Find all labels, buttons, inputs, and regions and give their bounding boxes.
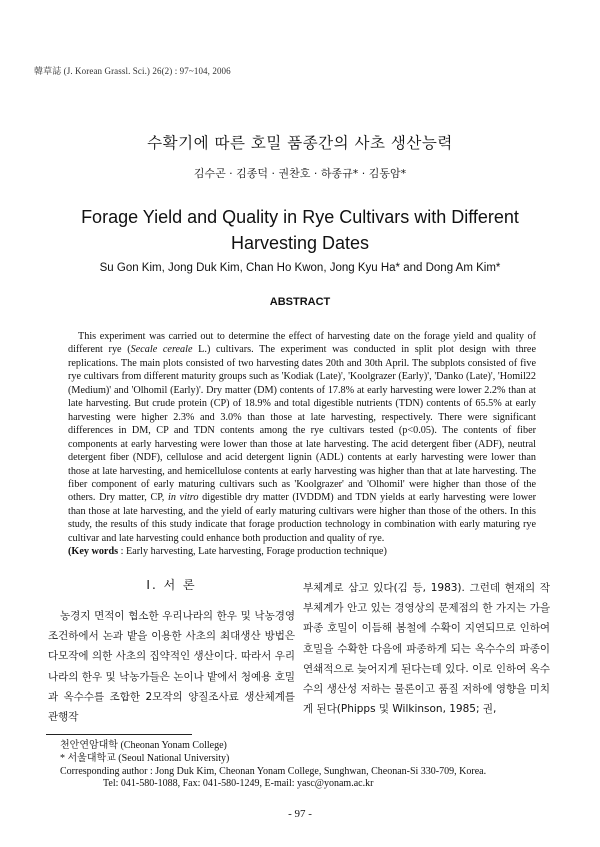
english-title-line-1: Forage Yield and Quality in Rye Cultivars with Different (81, 207, 519, 227)
right-column (303, 578, 550, 719)
keywords-label: (Key words (68, 546, 119, 557)
section-heading-introduction: Ⅰ. 서 론 (146, 578, 197, 592)
english-title-line-2: Harvesting Dates (230, 233, 370, 253)
abstract-body (68, 330, 536, 545)
keywords (68, 546, 538, 557)
abstract-heading: ABSTRACT (269, 296, 331, 308)
abstract-species-name: Secale cereale (130, 344, 193, 356)
footnote-affiliation-1: 천안연암대학 (Cheonan Yonam College) (60, 740, 227, 751)
intro-paragraph-right: 부체계로 삼고 있다(김 등, 1983). 그런데 현재의 작부체계가 안고 있는 경영상의 문제점의 한 가지는 가을파종 호밀이 이듬해 봄철에 수확이 지연되므로 인하여 호밀을 수확한 다음에 파종하게 되는 옥수수의 파종이 연쇄적으로 늦어지게 된다는데 있다. 이로 인하여 옥수수의 생산성 저하는 물론이고 품질 저하에 영향을 미치게 된다(Phipps 및 Wilkinson, 1985; 권, (303, 582, 550, 716)
footnotes (60, 740, 486, 791)
english-authors: Su Gon Kim, Jong Duk Kim, Chan Ho Kwon, Jong Kyu Ha* and Dong Am Kim* (99, 262, 501, 274)
english-title (50, 204, 550, 256)
footnote-contact: Tel: 041-580-1088, Fax: 041-580-1249, E-mail: yasc@yonam.ac.kr (103, 778, 374, 790)
journal-header: 韓草誌 (J. Korean Grassl. Sci.) 26(2) : 97~104, 2006 (34, 66, 231, 76)
footnote-corresponding-author: Corresponding author : Jong Duk Kim, Cheonan Yonam College, Sunghwan, Cheonan-Si 330-709, Korea. (60, 765, 487, 777)
footnote-divider (46, 734, 192, 735)
keywords-text: : Early harvesting, Late harvesting, Forage production technique) (118, 546, 387, 557)
intro-paragraph-left: 농경지 면적이 협소한 우리나라의 한우 및 낙농경영 조건하에서 논과 밭을 이용한 사초의 최대생산 방법은 다모작에 의한 사초의 집약적인 생산이다. 따라서 우리나라의 한우 및 낙농가들은 논이나 밭에서 청예용 호밀과 옥수수를 조합한 2모작의 양질조사료 생산체계를 관행작 (48, 610, 295, 724)
abstract-text-1: This experiment was carried out to determine the effect of harvesting date on the forage yield and quality of different rye ( (68, 331, 536, 356)
korean-title: 수확기에 따른 호밀 품종간의 사초 생산능력 (147, 134, 453, 152)
left-column (48, 578, 295, 727)
abstract-text-3: digestible dry matter (IVDDM) and TDN yields at early harvesting were lower than those at late harvesting, and the yield of early maturing cultivars were higher than those of the others. In this study, the results of this study indicate that forage production technology in combination with early maturing rye cultivar and late harvesting could enhance both production and quality of rye. (68, 492, 536, 544)
page-number: - 97 - (288, 808, 312, 820)
abstract-in-vitro: in vitro (168, 492, 199, 504)
abstract-text-2: L.) cultivars. The experiment was conducted in split plot design with three replications. The main plots consisted of two harvesting dates 20th and 30th April. The subplots consisted of five rye cultivars from different maturity groups such as 'Kodiak (Late)', 'Koolgrazer (Early)', 'Danko (Late)', 'Homil22 (Medium)' and 'Olhomil (Early)'. Dry matter (DM) contents of 17.8% at early harvesting were lower 2.2% than at late harvesting. But crude protein (CP) of 18.9% and total digestible nutrients (TDN) contents of 65.5% at early harvesting were higher 2.3% and 3.0% than those at late harvesting, respectively. There were significant differences in DM, CP and TDN contents among the rye cultivars tested (p<0.05). The contents of fiber components at early harvesting were lower than those at late harvesting. The acid detergent fiber (ADF), neutral detergent fiber (NDF), cellulose and acid detergent lignin (ADL) contents at early harvesting were lower than those at late harvesting, and hemicellulose contents at early harvesting was higher than that at late harvesting. The fiber component of early maturing cultivars such as 'Koolgrazer' and 'Olhomil' were higher than those of the others. Dry matter, CP, (68, 344, 536, 504)
footnote-affiliation-2: * 서울대학교 (Seoul National University) (60, 752, 230, 764)
korean-authors: 김수곤 · 김종덕 · 권찬호 · 하종규* · 김동암* (193, 167, 407, 180)
